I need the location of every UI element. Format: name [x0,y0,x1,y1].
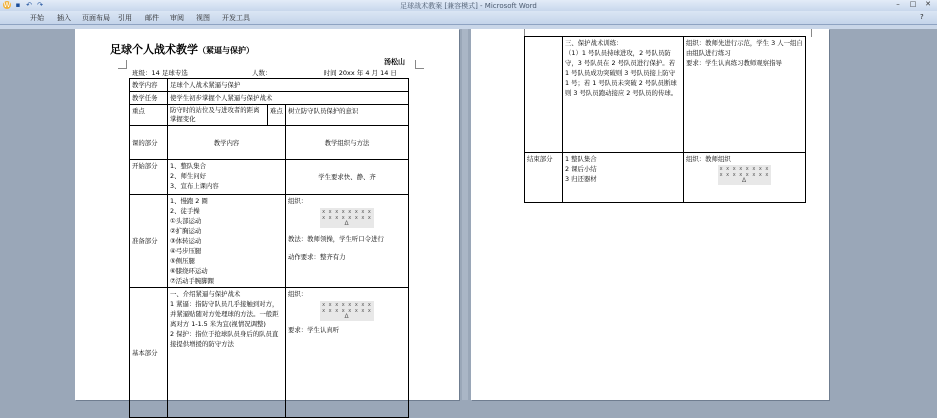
formation-players: x x x x x x x x x x x x x x x x Δ [322,302,372,320]
formation-players: x x x x x x x x x x x x x x x x Δ [322,209,372,227]
tab-developer[interactable]: 开发工具 [222,14,250,22]
tab-home[interactable]: 开始 [30,14,44,22]
list-item: ⑦活动手腕脚踝 [170,277,215,285]
prep-method[interactable] [286,195,409,288]
title-subtitle: （紧逼与保护） [198,45,254,55]
list-item: 1 整队集合 [565,155,597,163]
basic-content[interactable] [168,288,286,418]
vertical-scrollbar[interactable] [462,29,468,400]
start-items[interactable] [168,160,286,195]
document-title [110,41,254,57]
practice-content[interactable] [563,37,684,153]
content-label: 教学内容 [130,79,168,92]
ribbon-tabs [0,11,937,25]
start-method[interactable]: 学生要求快、静、齐 [286,160,409,195]
tab-page-layout[interactable]: 页面布局 [82,14,110,22]
tab-mailings[interactable]: 邮件 [145,14,159,22]
end-items[interactable] [563,153,684,203]
tab-references[interactable]: 引用 [118,14,132,22]
practice-org: 组织：教师先进行示范，学生 3 人一组自由组队进行练习 [686,39,803,57]
blank-part-cell [525,37,563,153]
list-item: ①头部运动 [170,217,202,225]
lesson-plan-table [129,78,409,418]
practice-method[interactable] [684,37,806,153]
list-item: 1、慢跑 2 圈 [170,197,208,205]
basic-part-label: 基本部分 [130,288,168,418]
header-part: 课的部分 [130,126,168,160]
word-logo-icon[interactable]: W [3,1,11,9]
table-row [525,153,806,203]
start-part-label: 开始部分 [130,160,168,195]
list-item: ④弓步压腿 [170,247,202,255]
list-item: 3、宣布上课内容 [170,182,219,190]
time-label: 时间 20xx 年 4 月 14 日 [323,69,397,77]
formation-diagram [288,301,406,321]
title-bar [0,0,937,11]
table-row [130,92,409,105]
list-item: 2、徒手操 [170,207,200,215]
end-method[interactable] [684,153,806,203]
undo-icon[interactable]: ↶ [26,1,32,9]
list-item: 一、介绍紧逼与保护战术 [170,290,241,298]
practice-text: （1）1 号队员持球进攻，2 号队员防守，3 号队员在 2 号队员进行保护。若 1 号队员成功突破则 3 号队员接上防守 1 号；若 1 号队员未突破 2 号队员断球则 3 号队员跑动接应 2 号队员的传球。 [565,49,678,97]
formation-players: x x x x x x x x x x x x x x x x Δ [719,166,770,184]
header-content: 教学内容 [168,126,286,160]
table-row [130,105,409,126]
list-item: 2 保护：指位于抢球队员身后的队员直接提供增援的防守方法 [170,330,279,348]
prep-org: 组织： [288,197,308,205]
list-item: ③体转运动 [170,237,202,245]
task-label: 教学任务 [130,92,168,105]
basic-req: 要求：学生认真听 [288,326,340,334]
practice-req: 要求：学生认真练习教师观察指导 [686,59,782,67]
formation-diagram [686,165,803,185]
table-row [130,288,409,418]
author-name: 汤松山 [384,58,405,66]
prep-items[interactable] [168,195,286,288]
difficulty-value[interactable]: 树立防守队员保护的意识 [286,105,409,126]
list-item: 2 课后小结 [565,165,597,173]
tab-view[interactable]: 视图 [196,14,210,22]
redo-icon[interactable]: ↷ [37,1,43,9]
table-row [130,79,409,92]
window-title: 足球战术教案 [兼容模式] - Microsoft Word [400,2,537,10]
tab-review[interactable]: 审阅 [170,14,184,22]
header-method: 教学组织与方法 [286,126,409,160]
list-item: 1、整队集合 [170,162,207,170]
formation-diagram [288,208,406,228]
list-item: ②扩胸运动 [170,227,202,235]
end-org: 组织：教师组织 [686,155,731,163]
list-item: 2、师生问好 [170,172,207,180]
people-label: 人数： [252,69,272,77]
difficulty-label: 难点 [268,105,286,126]
table-row [525,37,806,153]
window-controls [891,0,935,9]
prep-req: 动作要求：整齐有力 [288,253,346,261]
basic-org: 组织： [288,290,308,298]
class-label: 班级：14 足球专选 [132,69,188,77]
maximize-button[interactable]: □ [909,0,917,8]
practice-title: 三、保护战术训练： [565,39,623,47]
list-item: ⑤侧压腿 [170,257,195,265]
list-item: ⑥膝绕环运动 [170,267,208,275]
key-label: 重点 [130,105,168,126]
content-value[interactable]: 足球个人战术紧逼与保护 [168,79,409,92]
margin-mark [118,60,127,69]
tab-insert[interactable]: 插入 [57,14,71,22]
margin-mark [811,29,820,37]
list-item: 1 紧逼：指防守队员几乎接触到对方，并紧逼贴随对方处理球的方法。一般距离对方 1-1.5 米为宜(视情况调整) [170,300,279,328]
table-row [130,195,409,288]
list-item: 3 归还器材 [565,175,597,183]
minimize-button[interactable]: – [896,0,900,8]
basic-method[interactable] [286,288,409,418]
lesson-plan-table-continued [524,36,806,203]
table-row [130,126,409,160]
table-row [130,160,409,195]
save-icon[interactable]: ▪ [15,1,21,9]
task-value[interactable]: 使学生初步掌握个人紧逼与保护战术 [168,92,409,105]
title-text: 足球个人战术教学 [110,43,198,56]
class-info-row [132,68,397,77]
prep-part-label: 准备部分 [130,195,168,288]
close-button[interactable]: ✕ [925,0,931,8]
end-part-label: 结束部分 [525,153,563,203]
key-value[interactable]: 防守时的站位及与进攻者的距离掌握变化 [168,105,268,126]
margin-mark [415,60,424,69]
help-icon[interactable]: ? [920,13,924,21]
prep-teach: 教法：教师领操，学生听口令进行 [288,235,384,243]
